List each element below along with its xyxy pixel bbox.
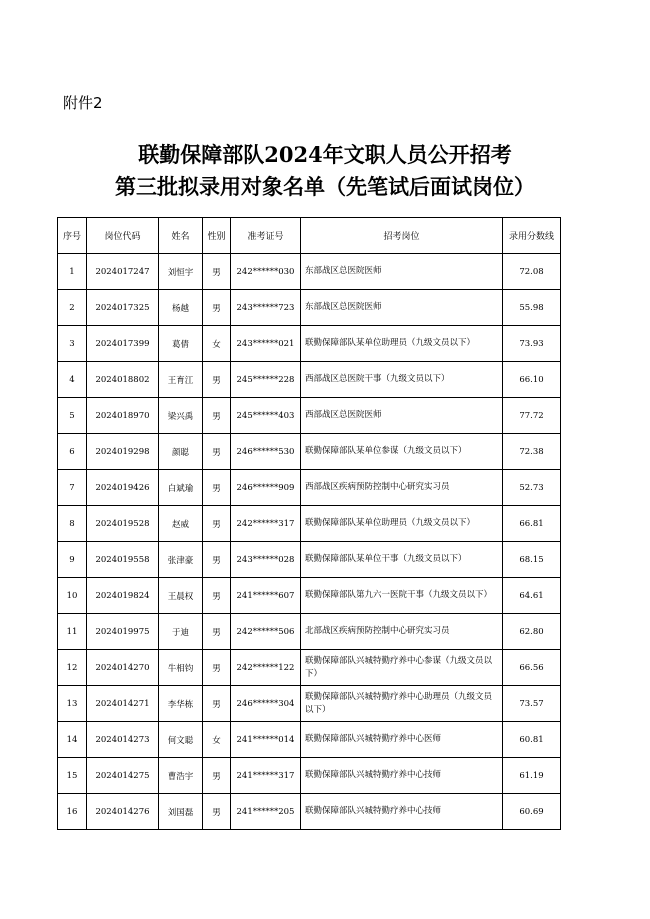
cell-post-code: 2024019824 bbox=[87, 578, 159, 614]
cell-name: 李华栋 bbox=[159, 686, 203, 722]
cell-post-code: 2024019298 bbox=[87, 434, 159, 470]
cell-post-code: 2024017247 bbox=[87, 254, 159, 290]
table-header-row bbox=[58, 218, 561, 254]
cell-index: 2 bbox=[58, 290, 87, 326]
cell-index: 3 bbox=[58, 326, 87, 362]
cell-name: 颜聪 bbox=[159, 434, 203, 470]
cell-name: 王育江 bbox=[159, 362, 203, 398]
cell-exam-id: 245******403 bbox=[231, 398, 301, 434]
page-title-line-1: 联勤保障部队2024年文职人员公开招考 bbox=[138, 142, 512, 167]
cell-index: 7 bbox=[58, 470, 87, 506]
cell-post-code: 2024019558 bbox=[87, 542, 159, 578]
cell-gender: 女 bbox=[203, 722, 231, 758]
table-row bbox=[58, 578, 561, 614]
cell-exam-id: 245******228 bbox=[231, 362, 301, 398]
cell-index: 14 bbox=[58, 722, 87, 758]
table-row bbox=[58, 398, 561, 434]
cell-name: 刘国磊 bbox=[159, 794, 203, 830]
cell-post-code: 2024019528 bbox=[87, 506, 159, 542]
cell-index: 12 bbox=[58, 650, 87, 686]
cell-name: 牛相钧 bbox=[159, 650, 203, 686]
cell-post-code: 2024014273 bbox=[87, 722, 159, 758]
cell-exam-id: 242******030 bbox=[231, 254, 301, 290]
cell-name: 于迪 bbox=[159, 614, 203, 650]
cell-score: 77.72 bbox=[503, 398, 561, 434]
cell-index: 4 bbox=[58, 362, 87, 398]
cell-post-code: 2024019426 bbox=[87, 470, 159, 506]
cell-name: 葛倩 bbox=[159, 326, 203, 362]
cell-index: 13 bbox=[58, 686, 87, 722]
cell-index: 10 bbox=[58, 578, 87, 614]
cell-gender: 女 bbox=[203, 326, 231, 362]
cell-index: 5 bbox=[58, 398, 87, 434]
cell-name: 杨越 bbox=[159, 290, 203, 326]
header-exam-id: 准考证号 bbox=[231, 218, 301, 254]
cell-name: 白斌瑜 bbox=[159, 470, 203, 506]
cell-score: 60.69 bbox=[503, 794, 561, 830]
cell-post: 西部战区总医院医师 bbox=[301, 398, 503, 434]
header-score: 录用分数线 bbox=[503, 218, 561, 254]
table-row bbox=[58, 614, 561, 650]
cell-index: 16 bbox=[58, 794, 87, 830]
page-title-line-2: 第三批拟录用对象名单（先笔试后面试岗位） bbox=[115, 174, 535, 199]
cell-exam-id: 241******607 bbox=[231, 578, 301, 614]
cell-post: 东部战区总医院医师 bbox=[301, 254, 503, 290]
cell-exam-id: 241******014 bbox=[231, 722, 301, 758]
cell-gender: 男 bbox=[203, 470, 231, 506]
cell-post-code: 2024017325 bbox=[87, 290, 159, 326]
cell-name: 赵威 bbox=[159, 506, 203, 542]
cell-post: 北部战区疾病预防控制中心研究实习员 bbox=[301, 614, 503, 650]
cell-gender: 男 bbox=[203, 398, 231, 434]
cell-exam-id: 243******723 bbox=[231, 290, 301, 326]
cell-score: 66.56 bbox=[503, 650, 561, 686]
table-row bbox=[58, 506, 561, 542]
cell-post: 联勤保障部队兴城特勤疗养中心医师 bbox=[301, 722, 503, 758]
cell-post: 联勤保障部队某单位干事（九级文员以下） bbox=[301, 542, 503, 578]
cell-index: 9 bbox=[58, 542, 87, 578]
header-post: 招考岗位 bbox=[301, 218, 503, 254]
cell-post: 联勤保障部队某单位助理员（九级文员以下） bbox=[301, 506, 503, 542]
cell-name: 曹浩宇 bbox=[159, 758, 203, 794]
cell-gender: 男 bbox=[203, 434, 231, 470]
cell-gender: 男 bbox=[203, 758, 231, 794]
header-gender: 性别 bbox=[203, 218, 231, 254]
cell-post: 东部战区总医院医师 bbox=[301, 290, 503, 326]
cell-score: 60.81 bbox=[503, 722, 561, 758]
cell-gender: 男 bbox=[203, 578, 231, 614]
table-row bbox=[58, 362, 561, 398]
table-row bbox=[58, 434, 561, 470]
cell-gender: 男 bbox=[203, 506, 231, 542]
cell-exam-id: 243******028 bbox=[231, 542, 301, 578]
cell-gender: 男 bbox=[203, 542, 231, 578]
table-row bbox=[58, 650, 561, 686]
cell-post-code: 2024018802 bbox=[87, 362, 159, 398]
cell-post-code: 2024018970 bbox=[87, 398, 159, 434]
table-row bbox=[58, 542, 561, 578]
cell-name: 何文聪 bbox=[159, 722, 203, 758]
cell-exam-id: 243******021 bbox=[231, 326, 301, 362]
cell-exam-id: 242******506 bbox=[231, 614, 301, 650]
cell-exam-id: 246******304 bbox=[231, 686, 301, 722]
cell-post: 联勤保障部队某单位助理员（九级文员以下） bbox=[301, 326, 503, 362]
cell-post: 西部战区疾病预防控制中心研究实习员 bbox=[301, 470, 503, 506]
table-row bbox=[58, 326, 561, 362]
cell-score: 72.08 bbox=[503, 254, 561, 290]
cell-name: 张津豪 bbox=[159, 542, 203, 578]
header-index: 序号 bbox=[58, 218, 87, 254]
cell-exam-id: 246******530 bbox=[231, 434, 301, 470]
table-row bbox=[58, 686, 561, 722]
cell-post-code: 2024019975 bbox=[87, 614, 159, 650]
cell-post: 联勤保障部队某单位参谋（九级文员以下） bbox=[301, 434, 503, 470]
cell-score: 62.80 bbox=[503, 614, 561, 650]
cell-exam-id: 241******317 bbox=[231, 758, 301, 794]
cell-index: 15 bbox=[58, 758, 87, 794]
cell-post-code: 2024014271 bbox=[87, 686, 159, 722]
table-row bbox=[58, 794, 561, 830]
table-row bbox=[58, 254, 561, 290]
cell-post-code: 2024014276 bbox=[87, 794, 159, 830]
cell-gender: 男 bbox=[203, 650, 231, 686]
cell-post: 联勤保障部队兴城特勤疗养中心助理员（九级文员以下） bbox=[301, 686, 503, 722]
table-row bbox=[58, 470, 561, 506]
table-row bbox=[58, 290, 561, 326]
cell-score: 55.98 bbox=[503, 290, 561, 326]
cell-score: 64.61 bbox=[503, 578, 561, 614]
cell-gender: 男 bbox=[203, 794, 231, 830]
cell-score: 72.38 bbox=[503, 434, 561, 470]
cell-name: 王晨权 bbox=[159, 578, 203, 614]
cell-exam-id: 246******909 bbox=[231, 470, 301, 506]
cell-post-code: 2024017399 bbox=[87, 326, 159, 362]
table-row bbox=[58, 758, 561, 794]
cell-name: 梁兴禹 bbox=[159, 398, 203, 434]
cell-index: 6 bbox=[58, 434, 87, 470]
cell-gender: 男 bbox=[203, 362, 231, 398]
attachment-label: 附件2 bbox=[63, 94, 103, 112]
cell-post-code: 2024014270 bbox=[87, 650, 159, 686]
header-post-code: 岗位代码 bbox=[87, 218, 159, 254]
cell-post: 联勤保障部队兴城特勤疗养中心参谋（九级文员以下） bbox=[301, 650, 503, 686]
cell-exam-id: 242******122 bbox=[231, 650, 301, 686]
cell-post-code: 2024014275 bbox=[87, 758, 159, 794]
cell-gender: 男 bbox=[203, 614, 231, 650]
cell-post: 西部战区总医院干事（九级文员以下） bbox=[301, 362, 503, 398]
cell-exam-id: 241******205 bbox=[231, 794, 301, 830]
cell-score: 68.15 bbox=[503, 542, 561, 578]
cell-post: 联勤保障部队兴城特勤疗养中心技师 bbox=[301, 794, 503, 830]
candidate-table bbox=[57, 217, 561, 830]
cell-score: 73.93 bbox=[503, 326, 561, 362]
cell-score: 52.73 bbox=[503, 470, 561, 506]
cell-post: 联勤保障部队第九六一医院干事（九级文员以下） bbox=[301, 578, 503, 614]
cell-gender: 男 bbox=[203, 686, 231, 722]
cell-score: 61.19 bbox=[503, 758, 561, 794]
cell-index: 8 bbox=[58, 506, 87, 542]
cell-exam-id: 242******317 bbox=[231, 506, 301, 542]
cell-post: 联勤保障部队兴城特勤疗养中心技师 bbox=[301, 758, 503, 794]
cell-index: 1 bbox=[58, 254, 87, 290]
table-row bbox=[58, 722, 561, 758]
cell-score: 66.10 bbox=[503, 362, 561, 398]
cell-score: 73.57 bbox=[503, 686, 561, 722]
cell-index: 11 bbox=[58, 614, 87, 650]
cell-name: 刘恒宇 bbox=[159, 254, 203, 290]
header-name: 姓名 bbox=[159, 218, 203, 254]
cell-gender: 男 bbox=[203, 290, 231, 326]
cell-gender: 男 bbox=[203, 254, 231, 290]
cell-score: 66.81 bbox=[503, 506, 561, 542]
